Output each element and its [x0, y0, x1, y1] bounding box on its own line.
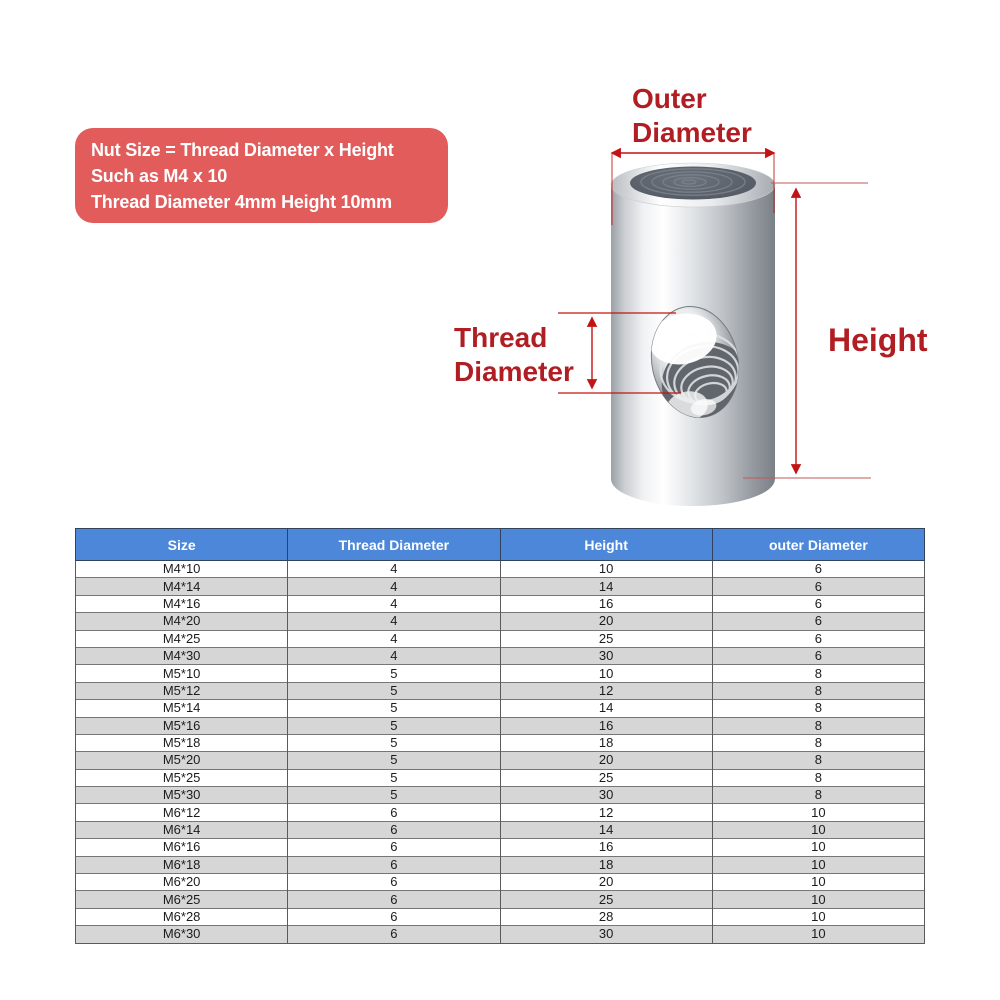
table-cell: 10: [712, 926, 924, 943]
table-cell: 12: [500, 682, 712, 699]
table-cell: 4: [288, 647, 500, 664]
size-table-body: [76, 561, 925, 944]
table-cell: 12: [500, 804, 712, 821]
table-cell: M4*25: [76, 630, 288, 647]
table-cell: 5: [288, 700, 500, 717]
table-cell: 10: [712, 874, 924, 891]
table-cell: M5*18: [76, 734, 288, 751]
table-cell: 10: [500, 561, 712, 578]
outer-diameter-label-line2: Diameter: [632, 117, 752, 148]
table-cell: 4: [288, 561, 500, 578]
table-cell: M5*25: [76, 769, 288, 786]
table-row: [76, 821, 925, 838]
table-cell: 4: [288, 595, 500, 612]
table-row: [76, 647, 925, 664]
table-cell: M6*12: [76, 804, 288, 821]
info-box-line3: Thread Diameter 4mm Height 10mm: [91, 192, 392, 212]
table-cell: 5: [288, 665, 500, 682]
thread-diameter-label-line1: Thread: [454, 322, 548, 353]
table-cell: 5: [288, 717, 500, 734]
table-row: [76, 734, 925, 751]
table-cell: M4*20: [76, 613, 288, 630]
table-cell: 8: [712, 734, 924, 751]
table-cell: 18: [500, 856, 712, 873]
barrel-nut-illustration: [611, 163, 775, 506]
table-cell: 10: [712, 856, 924, 873]
table-cell: 6: [712, 647, 924, 664]
table-cell: 20: [500, 752, 712, 769]
table-cell: 4: [288, 630, 500, 647]
table-cell: 30: [500, 787, 712, 804]
table-cell: 25: [500, 630, 712, 647]
table-cell: 8: [712, 700, 924, 717]
table-cell: 8: [712, 682, 924, 699]
table-cell: 8: [712, 665, 924, 682]
size-table: [75, 528, 925, 944]
table-cell: 18: [500, 734, 712, 751]
table-cell: 6: [712, 561, 924, 578]
table-cell: M5*20: [76, 752, 288, 769]
table-cell: M5*12: [76, 682, 288, 699]
table-cell: M6*18: [76, 856, 288, 873]
table-cell: 6: [288, 856, 500, 873]
table-cell: 6: [288, 839, 500, 856]
table-row: [76, 891, 925, 908]
table-cell: 25: [500, 891, 712, 908]
table-row: [76, 926, 925, 943]
table-header-row: [76, 529, 925, 561]
table-cell: 16: [500, 717, 712, 734]
table-cell: 4: [288, 578, 500, 595]
table-row: [76, 630, 925, 647]
table-row: [76, 787, 925, 804]
table-cell: 10: [712, 839, 924, 856]
table-cell: 6: [288, 891, 500, 908]
thread-diameter-label-line2: Diameter: [454, 356, 574, 387]
table-cell: M4*30: [76, 647, 288, 664]
table-cell: M5*10: [76, 665, 288, 682]
column-header-outer-diameter: outer Diameter: [712, 529, 924, 561]
table-cell: M6*16: [76, 839, 288, 856]
table-cell: 6: [712, 613, 924, 630]
column-header-size: Size: [76, 529, 288, 561]
table-row: [76, 769, 925, 786]
table-cell: 5: [288, 734, 500, 751]
table-row: [76, 908, 925, 925]
table-cell: 14: [500, 700, 712, 717]
column-header-thread-diameter: Thread Diameter: [288, 529, 500, 561]
table-row: [76, 839, 925, 856]
table-row: [76, 665, 925, 682]
info-box: [75, 128, 448, 223]
table-row: [76, 752, 925, 769]
table-cell: M4*14: [76, 578, 288, 595]
nut-dimension-diagram: [440, 55, 940, 520]
table-cell: 30: [500, 647, 712, 664]
table-cell: 14: [500, 821, 712, 838]
table-cell: 5: [288, 682, 500, 699]
table-row: [76, 561, 925, 578]
table-cell: 8: [712, 717, 924, 734]
table-cell: 6: [712, 630, 924, 647]
table-cell: M5*30: [76, 787, 288, 804]
table-row: [76, 578, 925, 595]
table-cell: M4*10: [76, 561, 288, 578]
table-row: [76, 700, 925, 717]
table-cell: M6*28: [76, 908, 288, 925]
column-header-height: Height: [500, 529, 712, 561]
table-cell: 6: [288, 908, 500, 925]
table-row: [76, 613, 925, 630]
table-row: [76, 595, 925, 612]
table-row: [76, 682, 925, 699]
table-row: [76, 804, 925, 821]
table-cell: 6: [712, 578, 924, 595]
table-cell: 16: [500, 595, 712, 612]
table-cell: 10: [712, 891, 924, 908]
table-cell: M5*14: [76, 700, 288, 717]
table-cell: 8: [712, 787, 924, 804]
table-row: [76, 717, 925, 734]
table-cell: 30: [500, 926, 712, 943]
table-cell: 5: [288, 787, 500, 804]
table-cell: 16: [500, 839, 712, 856]
table-cell: 10: [712, 804, 924, 821]
table-cell: M6*25: [76, 891, 288, 908]
table-cell: 8: [712, 752, 924, 769]
table-cell: 8: [712, 769, 924, 786]
table-row: [76, 874, 925, 891]
table-cell: 28: [500, 908, 712, 925]
table-cell: 6: [288, 926, 500, 943]
table-cell: 25: [500, 769, 712, 786]
table-cell: 5: [288, 752, 500, 769]
info-box-line1: Nut Size = Thread Diameter x Height: [91, 140, 394, 160]
table-cell: 20: [500, 874, 712, 891]
table-cell: 20: [500, 613, 712, 630]
table-cell: 6: [288, 821, 500, 838]
table-row: [76, 856, 925, 873]
table-cell: 4: [288, 613, 500, 630]
table-cell: M6*20: [76, 874, 288, 891]
table-cell: M6*14: [76, 821, 288, 838]
table-cell: 6: [288, 804, 500, 821]
outer-diameter-label-line1: Outer: [632, 83, 707, 114]
table-cell: 5: [288, 769, 500, 786]
table-cell: M4*16: [76, 595, 288, 612]
table-cell: M5*16: [76, 717, 288, 734]
height-label: Height: [828, 322, 928, 358]
table-cell: 10: [712, 908, 924, 925]
table-cell: 10: [500, 665, 712, 682]
table-cell: 6: [288, 874, 500, 891]
table-cell: M6*30: [76, 926, 288, 943]
table-cell: 14: [500, 578, 712, 595]
info-box-line2: Such as M4 x 10: [91, 166, 228, 186]
table-cell: 10: [712, 821, 924, 838]
table-cell: 6: [712, 595, 924, 612]
